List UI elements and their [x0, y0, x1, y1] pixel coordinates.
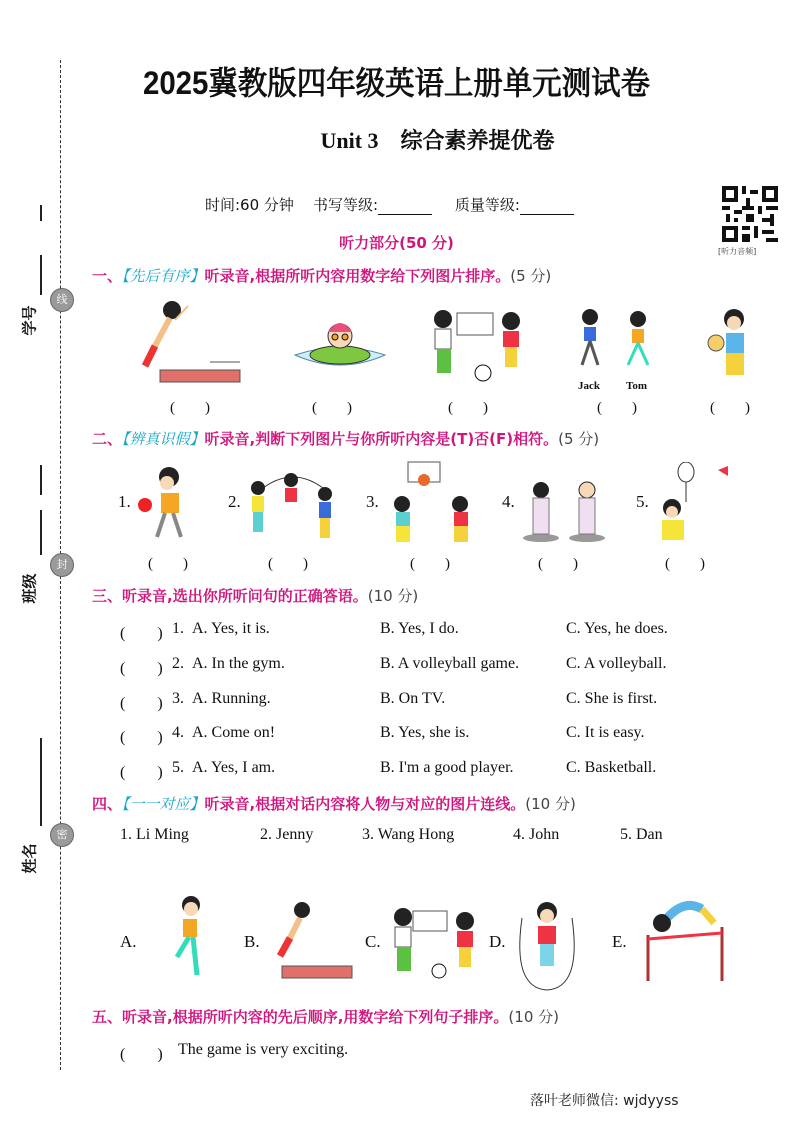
qr-caption: [听力音频]: [718, 247, 757, 256]
answer-blank[interactable]: ( ): [148, 556, 188, 572]
time-label: 时间:60 分钟: [205, 196, 294, 214]
option-b: B. On TV.: [380, 690, 446, 707]
volleyball-girl-icon: [700, 305, 770, 385]
option-a: A. Yes, it is.: [192, 620, 270, 637]
option-b: B. Yes, I do.: [380, 620, 459, 637]
jack-label: Jack: [578, 380, 600, 392]
section-number: 五、: [92, 1008, 123, 1026]
writing-grade-blank[interactable]: [378, 200, 432, 215]
student-id-blank-line-2: [40, 255, 42, 295]
jump-rope-kids-icon: [243, 468, 343, 544]
option-c: C. A volleyball.: [566, 655, 667, 672]
ping-pong-boy-icon: [135, 465, 195, 545]
seal-mark-feng: 封: [50, 553, 74, 577]
option-c: C. It is easy.: [566, 724, 645, 741]
picture-letter: B.: [244, 932, 260, 951]
section-instruction: 听录音,判断下列图片与你所听内容是(T)否(F)相符。: [204, 430, 559, 448]
answer-blank[interactable]: ( ): [120, 729, 163, 746]
answer-blank[interactable]: ( ): [665, 556, 705, 572]
option-a: A. Running.: [192, 690, 271, 707]
high-jump-boy-icon[interactable]: [640, 893, 730, 983]
tom-label: Tom: [626, 380, 647, 392]
person-name[interactable]: 5. Dan: [620, 826, 663, 843]
section-instruction: 听录音,根据所听内容用数字给下列图片排序。: [204, 267, 511, 285]
swimming-boy-icon: [290, 310, 390, 380]
question-number: 1.: [172, 620, 184, 637]
football-boys-icon[interactable]: [385, 905, 485, 985]
person-name[interactable]: 3. Wang Hong: [362, 826, 455, 843]
section-instruction: 听录音,根据所听内容的先后顺序,用数字给下列句子排序。: [122, 1008, 509, 1026]
question-number: 2.: [172, 655, 184, 672]
question-number: 4.: [172, 724, 184, 741]
picture-letter: D.: [489, 932, 506, 951]
picture-number: 1.: [118, 492, 131, 511]
quality-grade-label: 质量等级:: [454, 196, 520, 214]
option-a: A. Come on!: [192, 724, 276, 741]
answer-blank[interactable]: ( ): [120, 660, 163, 677]
picture-number: 5.: [636, 492, 649, 511]
answer-blank[interactable]: ( ): [597, 400, 637, 416]
page-title: 2025冀教版四年级英语上册单元测试卷: [142, 65, 651, 101]
seal-mark-xian: 线: [50, 288, 74, 312]
badminton-boy-icon: [652, 462, 732, 542]
section-tag: 【先后有序】: [122, 267, 205, 285]
section-number: 一、: [92, 267, 123, 285]
section-points: (10 分): [367, 587, 419, 605]
option-c: C. Yes, he does.: [566, 620, 668, 637]
option-b: B. A volleyball game.: [380, 655, 520, 672]
option-a: A. In the gym.: [192, 655, 285, 672]
answer-blank[interactable]: ( ): [538, 556, 578, 572]
person-name[interactable]: 4. John: [513, 826, 560, 843]
page-subtitle: Unit 3 综合素养提优卷: [320, 128, 555, 153]
section-number: 三、: [92, 587, 123, 605]
person-name[interactable]: 2. Jenny: [260, 826, 314, 843]
basketball-kids-icon: [380, 460, 490, 550]
answer-blank[interactable]: ( ): [710, 400, 750, 416]
picture-letter: E.: [612, 932, 627, 951]
quality-grade-blank[interactable]: [520, 200, 574, 215]
listening-part-heading: 听力部分(50 分): [339, 234, 454, 252]
writing-grade-label: 书写等级:: [313, 196, 379, 214]
section-points: (5 分): [558, 430, 600, 448]
section-tag: 【一一对应】: [122, 795, 205, 813]
answer-blank[interactable]: ( ): [170, 400, 210, 416]
option-b: B. Yes, she is.: [380, 724, 470, 741]
answer-blank[interactable]: ( ): [120, 695, 163, 712]
section4-heading: [92, 793, 576, 814]
section-number: 二、: [92, 430, 123, 448]
answer-blank[interactable]: ( ): [120, 1046, 163, 1063]
answer-blank[interactable]: ( ): [448, 400, 488, 416]
question-number: 5.: [172, 759, 184, 776]
section2-heading: [92, 428, 599, 449]
section-instruction: 听录音,根据对话内容将人物与对应的图片连线。: [204, 795, 526, 813]
section-instruction: 听录音,选出你所听问句的正确答语。: [122, 587, 368, 605]
option-a: A. Yes, I am.: [192, 759, 276, 776]
section-points: (10 分): [525, 795, 576, 813]
picture-number: 2.: [228, 492, 241, 511]
option-c: C. She is first.: [566, 690, 658, 707]
section-number: 四、: [92, 795, 123, 813]
footer-contact: 落叶老师微信: wjdyyss: [530, 1093, 679, 1109]
section5-heading: [92, 1006, 559, 1027]
name-label: 姓名: [20, 843, 39, 874]
running-jack-tom-icon: [568, 305, 658, 375]
person-name[interactable]: 1. Li Ming: [120, 826, 189, 843]
section-tag: 【辨真识假】: [122, 430, 205, 448]
answer-blank[interactable]: ( ): [120, 625, 163, 642]
answer-blank[interactable]: ( ): [410, 556, 450, 572]
section-points: (10 分): [508, 1008, 559, 1026]
option-b: B. I'm a good player.: [380, 759, 514, 776]
running-girl-icon[interactable]: [165, 895, 215, 985]
name-blank-line: [40, 738, 42, 826]
question-number: 3.: [172, 690, 184, 707]
sentence-text: The game is very exciting.: [178, 1041, 349, 1058]
student-id-label: 学号: [20, 305, 39, 336]
student-id-blank-line: [40, 205, 42, 221]
section1-heading: [92, 265, 551, 286]
section-points: (5 分): [510, 267, 552, 285]
picture-letter: A.: [120, 932, 137, 951]
picture-letter: C.: [365, 932, 381, 951]
answer-blank[interactable]: ( ): [268, 556, 308, 572]
long-jump-boy-icon[interactable]: [262, 900, 362, 990]
football-boys-icon: [425, 305, 535, 385]
picture-number: 4.: [502, 492, 515, 511]
class-blank-line: [40, 465, 42, 495]
exam-meta: [205, 194, 592, 215]
picture-number: 3.: [366, 492, 379, 511]
option-c: C. Basketball.: [566, 759, 657, 776]
class-label: 班级: [20, 573, 39, 604]
seal-mark-mi: 密: [50, 823, 74, 847]
long-jump-girl-icon: [130, 298, 250, 388]
section3-heading: [92, 585, 418, 606]
skipping-rope-girl-icon[interactable]: [512, 898, 582, 993]
answer-blank[interactable]: ( ): [312, 400, 352, 416]
tai-chi-people-icon: [515, 480, 615, 544]
answer-blank[interactable]: ( ): [120, 764, 163, 781]
class-blank-line-2: [40, 510, 42, 555]
